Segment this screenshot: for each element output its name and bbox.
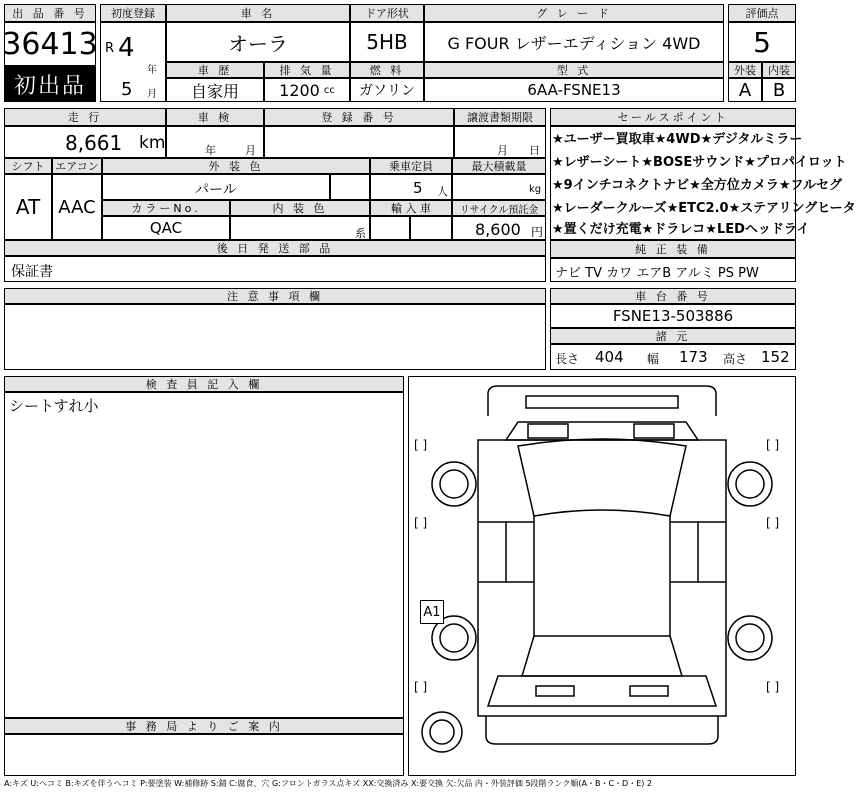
registration-month: 5 — [121, 79, 133, 100]
era: R — [105, 41, 115, 56]
inspection-year-unit: 年 — [205, 144, 216, 157]
sales-point-line: ★レーダークルーズ★ETC2.0★ステアリングヒータ — [552, 201, 856, 216]
interior-color-unit: 系 — [355, 227, 366, 240]
diagram-bracket: [ ] — [414, 516, 428, 530]
sales-points-label: セールスポイント — [550, 108, 796, 126]
car-name-label: 車 名 — [166, 4, 350, 22]
exterior-color-extra — [330, 174, 370, 200]
equipment-box — [550, 258, 796, 282]
later-parts-box — [4, 256, 546, 282]
inspector-notes-box — [4, 392, 404, 718]
interior-grade: B — [762, 78, 796, 102]
width-label: 幅 — [647, 352, 660, 366]
height: 152 — [761, 348, 790, 366]
first-listing-badge: 初出品 — [4, 66, 96, 102]
mileage: 8,661 — [65, 131, 123, 155]
sales-point-line: ★ユーザー買取車★4WD★デジタルミラー — [552, 132, 803, 147]
exterior-grade: A — [728, 78, 762, 102]
recycle-deposit-label: リサイクル預託金 — [452, 200, 546, 216]
capacity: 5 — [413, 179, 423, 197]
chassis-number: FSNE13-503886 — [550, 304, 796, 328]
grade-label: グ レ ー ド — [424, 4, 724, 22]
registration-year: 4 — [118, 33, 135, 63]
notes-box — [4, 304, 546, 370]
capacity-label: 乗車定員 — [370, 158, 452, 174]
shift-label: シフト — [4, 158, 52, 174]
sales-point-line: ★置くだけ充電★ドラレコ★LEDヘッドライ — [552, 222, 810, 237]
inspector-notes: シートすれ小 — [9, 397, 99, 415]
diagram-bracket: [ ] — [414, 680, 428, 694]
diagram-bracket: [ ] — [766, 438, 780, 452]
mileage-unit: km — [139, 133, 166, 153]
dimensions-box — [550, 344, 796, 370]
exterior-color: パール — [195, 182, 237, 198]
displacement-unit: cc — [323, 84, 335, 96]
length: 404 — [595, 348, 624, 366]
office-info-box — [4, 734, 404, 776]
transfer-day-unit: 日 — [529, 144, 540, 157]
equipment-items: ナビ TV カワ エアB アルミ PS PW — [555, 266, 759, 281]
transfer-deadline-label: 譲渡書類期限 — [454, 108, 546, 126]
office-info-label: 事 務 局 よ り ご 案 内 — [4, 718, 404, 734]
import-value — [370, 216, 410, 240]
max-load-label: 最大積載量 — [452, 158, 546, 174]
score: 5 — [728, 22, 796, 62]
inspection-month-unit: 月 — [245, 144, 256, 157]
inspection-label: 車 検 — [166, 108, 264, 126]
diagram-bracket: [ ] — [766, 516, 780, 530]
color-number-label: カラーNo. — [102, 200, 230, 216]
capacity-unit: 人 — [437, 185, 448, 198]
first-registration-label: 初度登録 — [100, 4, 166, 22]
later-parts-label: 後 日 発 送 部 品 — [4, 240, 546, 256]
aircon-label: エアコン — [52, 158, 102, 174]
equipment-label: 純 正 装 備 — [550, 240, 796, 258]
max-load-box — [452, 174, 546, 200]
fuel-label: 燃 料 — [350, 62, 424, 78]
transfer-month-unit: 月 — [497, 144, 508, 157]
fuel: ガソリン — [350, 78, 424, 102]
door-type: 5HB — [350, 22, 424, 62]
damage-mark: A1 — [420, 600, 444, 624]
width: 173 — [679, 348, 708, 366]
transfer-deadline-box — [454, 126, 546, 158]
diagram-bracket: [ ] — [766, 680, 780, 694]
exterior-grade-label: 外装 — [728, 62, 762, 78]
interior-color-label: 内 装 色 — [230, 200, 370, 216]
import-extra — [410, 216, 452, 240]
recycle-unit: 円 — [531, 225, 544, 239]
interior-grade-label: 内装 — [762, 62, 796, 78]
height-label: 高さ — [723, 352, 748, 366]
import-label: 輸 入 車 — [370, 200, 452, 216]
color-number: QAC — [102, 216, 230, 240]
history-label: 車 歴 — [166, 62, 264, 78]
month-unit: 月 — [147, 89, 157, 100]
legend: A:キズ U:ヘコミ B:キズを伴うヘコミ P:要塗装 W:補修跡 S:錆 C:腐食、穴 G:フロントガラス点キズ XX:交換済み X:要交換 欠:欠品 内・外装評価 5段階ランク順(A・B・C・D・E) 2 — [4, 779, 653, 788]
model-label: 型 式 — [424, 62, 724, 78]
exterior-color-label: 外 装 色 — [102, 158, 370, 174]
history: 自家用 — [166, 78, 264, 102]
inspector-notes-label: 検 査 員 記 入 欄 — [4, 376, 404, 392]
year-unit: 年 — [147, 65, 157, 76]
lot-number-label: 出 品 番 号 — [4, 4, 96, 22]
score-label: 評価点 — [728, 4, 796, 22]
shift: AT — [4, 174, 52, 240]
exterior-color-box — [102, 174, 330, 200]
sales-point-line: ★9インチコネクトナビ★全方位カメラ★フルセグ — [552, 178, 842, 193]
interior-color-box — [230, 216, 370, 240]
displacement-box — [264, 78, 350, 102]
car-name: オーラ — [166, 22, 350, 62]
length-label: 長さ — [555, 352, 580, 366]
mileage-box — [4, 126, 166, 158]
registration-number — [264, 126, 454, 158]
inspection-box — [166, 126, 264, 158]
sales-point-line: ★レザーシート★BOSEサウンド★プロパイロット — [552, 155, 847, 170]
capacity-box — [370, 174, 452, 200]
first-registration-box — [100, 22, 166, 102]
lot-number: 36413 — [4, 22, 96, 66]
diagram-bracket: [ ] — [414, 438, 428, 452]
aircon: AAC — [52, 174, 102, 240]
notes-label: 注 意 事 項 欄 — [4, 288, 546, 304]
car-diagram — [408, 376, 796, 776]
displacement: 1200 — [279, 80, 320, 100]
later-parts: 保証書 — [11, 264, 53, 280]
grade: G FOUR レザーエディション 4WD — [424, 22, 724, 62]
registration-number-label: 登 録 番 号 — [264, 108, 454, 126]
model-code: 6AA-FSNE13 — [424, 78, 724, 102]
recycle-deposit: 8,600 — [475, 220, 521, 239]
mileage-label: 走 行 — [4, 108, 166, 126]
chassis-number-label: 車 台 番 号 — [550, 288, 796, 304]
door-type-label: ドア形状 — [350, 4, 424, 22]
dimensions-label: 諸 元 — [550, 328, 796, 344]
recycle-deposit-box — [452, 216, 546, 240]
max-load-unit: kg — [529, 184, 542, 195]
displacement-label: 排 気 量 — [264, 62, 350, 78]
